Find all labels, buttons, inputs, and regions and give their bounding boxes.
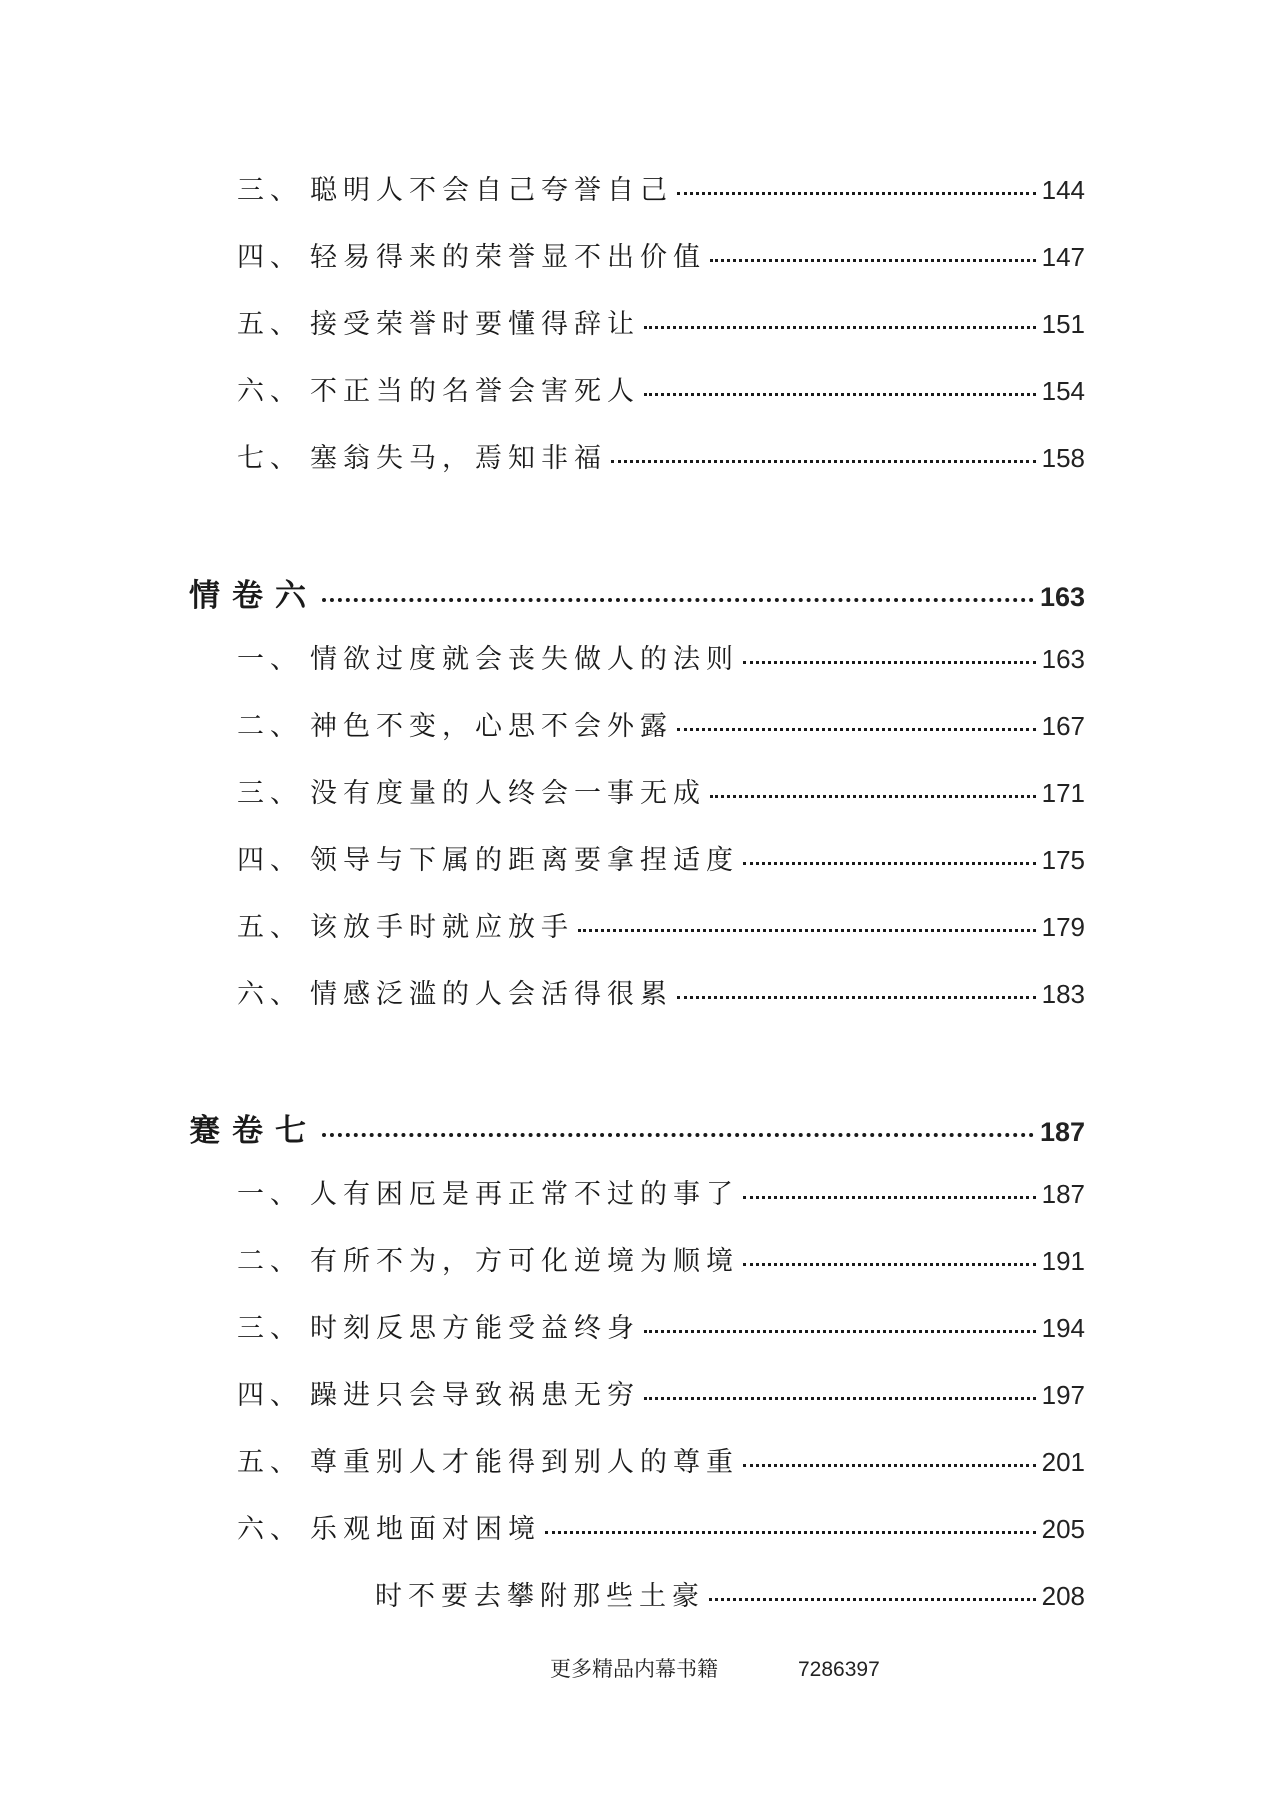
chapter-title: 蹇卷七 (189, 1113, 318, 1149)
entry-number: 三、 (237, 778, 303, 809)
dot-leader (322, 596, 1034, 602)
toc-entry (237, 1239, 1085, 1278)
toc-entry (237, 637, 1085, 676)
entry-number: 七、 (237, 443, 303, 474)
entry-title: 该放手时就应放手 (310, 912, 574, 943)
toc-entry (237, 771, 1085, 810)
entry-title: 躁进只会导致祸患无穷 (310, 1380, 640, 1411)
entry-number: 四、 (237, 845, 303, 876)
entry-title: 有所不为，方可化逆境为顺境 (310, 1246, 739, 1277)
entry-number: 五、 (237, 309, 303, 340)
entry-number: 三、 (237, 175, 303, 206)
entry-title: 神色不变，心思不会外露 (310, 711, 673, 742)
chapter-page-number: 163 (1039, 582, 1085, 612)
toc-entry-continuation (375, 1574, 1085, 1613)
dot-leader (677, 994, 1036, 999)
toc-entry (237, 905, 1085, 944)
entry-number: 二、 (237, 711, 303, 742)
toc-entry (237, 704, 1085, 743)
toc-entry (237, 436, 1085, 475)
dot-leader (644, 324, 1036, 329)
dot-leader (677, 726, 1036, 731)
chapter-page-number: 187 (1039, 1117, 1085, 1147)
entry-page-number: 194 (1041, 1313, 1085, 1343)
entry-page-number: 151 (1041, 309, 1085, 339)
entry-title: 塞翁失马，焉知非福 (310, 443, 607, 474)
toc-entry (237, 1373, 1085, 1412)
dot-leader (743, 1194, 1036, 1199)
dot-leader (743, 1261, 1036, 1266)
footer-note (550, 1653, 880, 1683)
dot-leader (710, 793, 1036, 798)
dot-leader (322, 1131, 1034, 1137)
footer-label: 更多精品内幕书籍 (550, 1658, 718, 1681)
toc-entry (237, 302, 1085, 341)
entry-title: 乐观地面对困境 (310, 1514, 541, 1545)
entry-number: 六、 (237, 979, 303, 1010)
toc-entry (237, 1172, 1085, 1211)
dot-leader (644, 1395, 1036, 1400)
dot-leader (743, 1462, 1036, 1467)
toc-entry (237, 838, 1085, 877)
dot-leader (743, 860, 1036, 865)
entry-title: 轻易得来的荣誉显不出价值 (310, 242, 706, 273)
footer-code: 7286397 (798, 1658, 880, 1681)
dot-leader (644, 1328, 1036, 1333)
toc-entry (237, 972, 1085, 1011)
entry-title: 人有困厄是再正常不过的事了 (310, 1179, 739, 1210)
entry-page-number: 208 (1041, 1581, 1085, 1611)
entry-title: 聪明人不会自己夸誉自己 (310, 175, 673, 206)
entry-number: 四、 (237, 242, 303, 273)
entry-title: 领导与下属的距离要拿捏适度 (310, 845, 739, 876)
entry-page-number: 201 (1041, 1447, 1085, 1477)
dot-leader (677, 190, 1036, 195)
entry-page-number: 191 (1041, 1246, 1085, 1276)
entry-number: 六、 (237, 1514, 303, 1545)
entry-title: 时刻反思方能受益终身 (310, 1313, 640, 1344)
entry-number: 一、 (237, 1179, 303, 1210)
entry-title: 情感泛滥的人会活得很累 (310, 979, 673, 1010)
entry-number: 五、 (237, 912, 303, 943)
entry-number: 三、 (237, 1313, 303, 1344)
entry-title: 不正当的名誉会害死人 (310, 376, 640, 407)
toc-entry (237, 168, 1085, 207)
entry-page-number: 144 (1041, 175, 1085, 205)
entry-page-number: 179 (1041, 912, 1085, 942)
entry-title: 时不要去攀附那些土豪 (375, 1581, 705, 1612)
entry-page-number: 147 (1041, 242, 1085, 272)
dot-leader (709, 1596, 1036, 1601)
entry-page-number: 187 (1041, 1179, 1085, 1209)
dot-leader (545, 1529, 1036, 1534)
toc-entry (237, 1440, 1085, 1479)
entry-title: 没有度量的人终会一事无成 (310, 778, 706, 809)
toc-entry (237, 369, 1085, 408)
entry-page-number: 183 (1041, 979, 1085, 1009)
dot-leader (743, 659, 1036, 664)
toc-entry (237, 1507, 1085, 1546)
entry-page-number: 197 (1041, 1380, 1085, 1410)
chapter-title: 情卷六 (189, 578, 318, 614)
entry-page-number: 154 (1041, 376, 1085, 406)
dot-leader (644, 391, 1036, 396)
entry-number: 六、 (237, 376, 303, 407)
entry-page-number: 175 (1041, 845, 1085, 875)
entry-number: 五、 (237, 1447, 303, 1478)
entry-number: 四、 (237, 1380, 303, 1411)
dot-leader (611, 458, 1036, 463)
dot-leader (710, 257, 1036, 262)
entry-page-number: 158 (1041, 443, 1085, 473)
entry-title: 尊重别人才能得到别人的尊重 (310, 1447, 739, 1478)
entry-page-number: 171 (1041, 778, 1085, 808)
entry-number: 一、 (237, 644, 303, 675)
toc-chapter-heading (189, 1105, 1085, 1150)
entry-page-number: 163 (1041, 644, 1085, 674)
entry-page-number: 167 (1041, 711, 1085, 741)
toc-entry (237, 235, 1085, 274)
entry-title: 接受荣誉时要懂得辞让 (310, 309, 640, 340)
toc-chapter-heading (189, 570, 1085, 615)
toc-entry (237, 1306, 1085, 1345)
entry-page-number: 205 (1041, 1514, 1085, 1544)
dot-leader (578, 927, 1036, 932)
entry-title: 情欲过度就会丧失做人的法则 (310, 644, 739, 675)
entry-number: 二、 (237, 1246, 303, 1277)
